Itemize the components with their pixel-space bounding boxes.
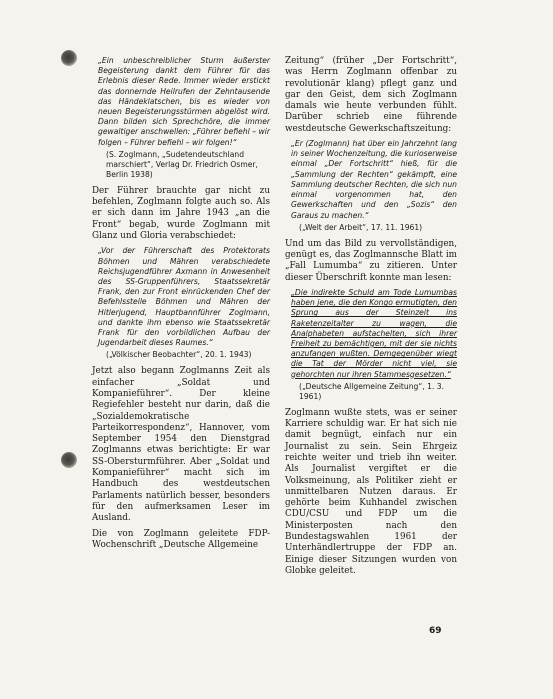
paragraph-fdp-wochenschrift: Die von Zoglmann geleitete FDP-Wochenschrift „Deutsche Allgemeine (92, 528, 270, 550)
source-welt-der-arbeit: („Welt der Arbeit“, 17. 11. 1961) (299, 222, 423, 232)
paragraph-fuehrer-befehlen: Der Führer brauchte gar nicht zu befehlen, Zoglmann folgte auch so. Als er sich dann im Jahre 1943 „an die Front“ begab, wurde Zoglmann mit Glanz und Gloria verabschiedet: (92, 185, 270, 242)
quote-voelkischer-beobachter: „Vor der Führerschaft des Protektorats Böhmen und Mähren verabschiedete Reichsjugendführer Axmann in Anwesenheit des SS-Gruppenführers, Staatssekretär Frank, den zur Front einrückenden Chef der Befehlsstelle Böhmen und Mähren der Hitlerjugend, Hauptbannführer Zoglmann, und dankte ihm ebenso wie Staatssekretär Frank für den vorbildlichen Aufbau der Jugendarbeit dieses Raumes.“ (98, 246, 270, 348)
right-column (285, 56, 457, 581)
left-column (92, 56, 270, 555)
source-sudetendeutschland: (S. Zoglmann, „Sudetendeutschland marschiert“, Verlag Dr. Friedrich Osmer, Berlin 1938) (106, 149, 258, 179)
source-deutsche-allgemeine-zeitung: („Deutsche Allgemeine Zeitung“, 1. 3. 1961) (299, 381, 445, 401)
page-number: 69 (429, 626, 442, 636)
quote-welt-der-arbeit: „Er (Zoglmann) hat über ein Jahrzehnt lang in seiner Wochenzeitung, die kurioserweise einmal „Der Fortschritt“ hieß, für die „Sammlung der Rechten“ gekämpft, eine Sammlung deutscher Rechten, die sich nun einmal vorgenommen hat, den Gewerkschaften und den „Sozis“ den Garaus zu machen.“ (291, 139, 457, 220)
binder-hole-bottom (61, 452, 77, 468)
paragraph-soldat-kompaniefuehrer: Jetzt also begann Zoglmanns Zeit als einfacher „Soldat und Kompanieführer“. Der kleine Regiefehler besteht nur darin, daß die „Sozialdemokratische Parteikorrespondenz“, Hannover, vom September 1954 den Dienstgrad Zoglmanns etwas berichtigte: Er war SS-Obersturmführer. Aber „Soldat und Kompanieführer“ macht sich im Handbuch des westdeutschen Parlaments natürlich besser, besonders für den aufmerksamen Leser im Ausland. (92, 366, 270, 524)
quote-lumumba: „Die indirekte Schuld am Tode Lumumbas haben jene, die den Kongo ermutigten, den Sprung aus der Steinzeit ins Raketenzeitalter zu wagen, die Analphabeten aufstachelten, sich ihrer Freiheit zu bemächtigen, mit der sie nichts anzufangen wußten. Demgegenüber wiegt die Tat der Mörder nicht viel, sie gehorchten nur ihren Stammesgesetzen.“ (291, 287, 457, 379)
binder-hole-top (61, 50, 77, 66)
source-voelkischer-beobachter: („Völkischer Beobachter“, 20. 1. 1943) (106, 350, 252, 360)
paragraph-fall-lumumba: Und um das Bild zu vervollständigen, genügt es, das Zoglmannsche Blatt im „Fall Lumumba“ zu zitieren. Unter dieser Überschrift konnte man lesen: (285, 238, 457, 283)
paragraph-zoglmann-karriere: Zoglmann wußte stets, was er seiner Karriere schuldig war. Er hat sich nie damit begnügt, einfach nur ein Journalist zu sein. Sein Ehrgeiz reichte weiter und trieb ihn weiter. Als Journalist vergiftet er die Volksmeinung, als Politiker zieht er unmittelbaren Nutzen daraus. Er gehörte beim Kuhhandel zwischen CDU/CSU und FDP um die Ministerposten nach den Bundestagswahlen 1961 der Unterhändlertruppe der FDP an. Einige dieser Sitzungen wurden von Globke geleitet. (285, 407, 457, 576)
paragraph-zeitung-fortschritt: Zeitung“ (früher „Der Fortschritt“, was Herrn Zoglmann offenbar zu revolutionär klang) pflegt ganz und gar den Geist, dem sich Zoglmann damals wie heute verbunden fühlt. Darüber schrieb eine führende westdeutsche Gewerkschaftszeitung: (285, 56, 457, 134)
quote-sudetendeutschland: „Ein unbeschreiblicher Sturm äußerster Begeisterung dankt dem Führer für das Erlebnis dieser Rede. Immer wieder erstickt das donnernde Heilrufen der Zehntausende das Händeklatschen, bis es wieder von neuen Begeisterungsstürmen abgelöst wird. Dann bilden sich Sprechchöre, die immer gewaltiger anschwellen: „Führer befiehl – wir folgen – Führer befiehl – wir folgen!“ (98, 56, 270, 147)
